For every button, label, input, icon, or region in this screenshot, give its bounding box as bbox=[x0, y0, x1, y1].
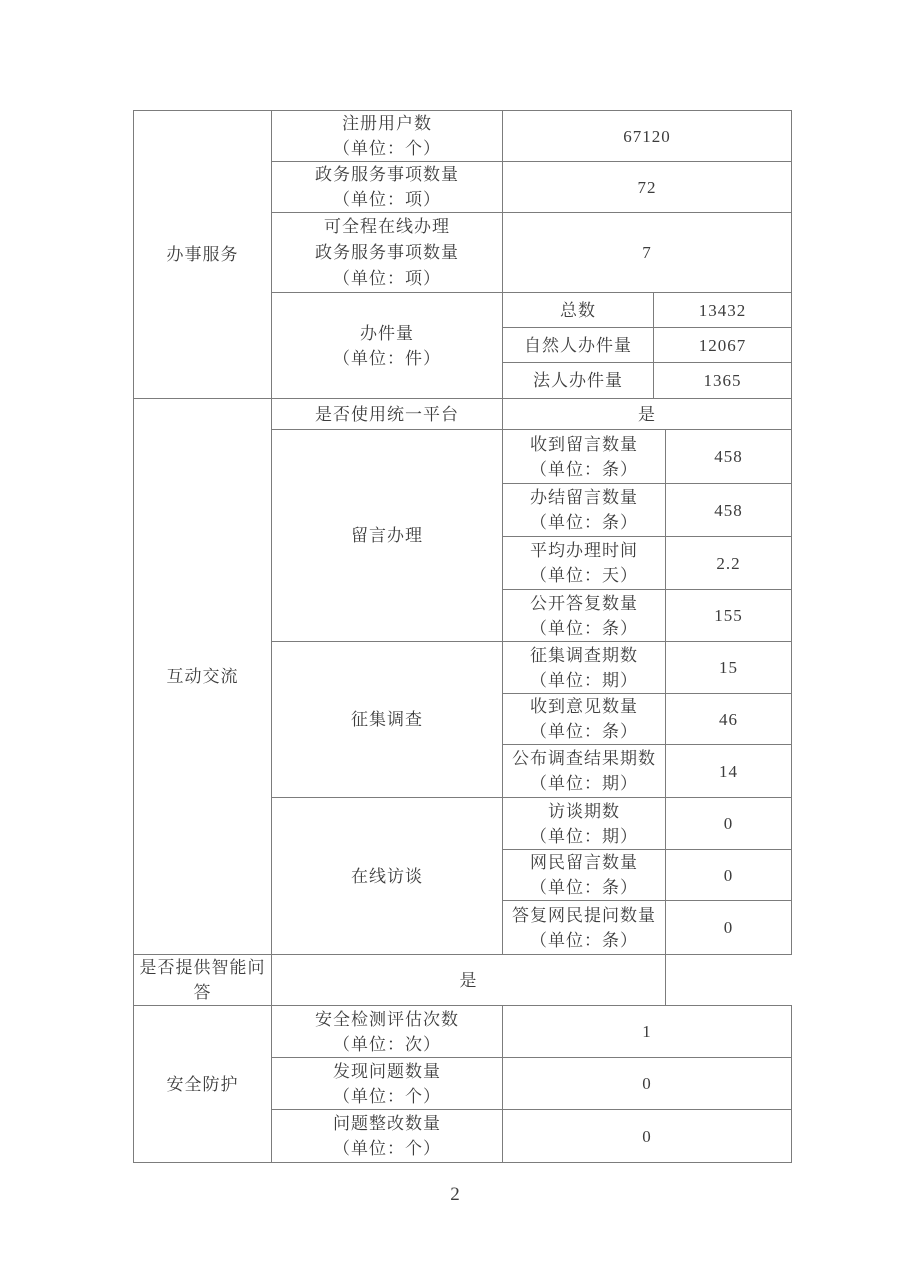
messages-completed-label: 办结留言数量 bbox=[530, 488, 638, 507]
problems-fixed-value: 0 bbox=[503, 1110, 792, 1163]
problems-found-label-cell bbox=[272, 1058, 503, 1110]
gov-service-items-label: 政务服务事项数量 bbox=[315, 165, 459, 184]
problems-found-label: 发现问题数量 bbox=[333, 1061, 441, 1081]
online-interview-label: 在线访谈 bbox=[272, 798, 503, 955]
public-replies-label-cell bbox=[503, 590, 666, 642]
avg-handling-time-value: 2.2 bbox=[666, 537, 792, 590]
avg-handling-time-unit: （单位：天） bbox=[530, 566, 638, 585]
problems-fixed-label: 问题整改数量 bbox=[333, 1114, 441, 1133]
opinions-received-label: 收到意见数量 bbox=[530, 697, 638, 716]
netizen-replies-unit: （单位：条） bbox=[530, 930, 638, 950]
avg-handling-time-label: 平均办理时间 bbox=[530, 541, 638, 560]
messages-received-label-cell bbox=[503, 430, 666, 484]
netizen-messages-label: 网民留言数量 bbox=[530, 853, 638, 872]
survey-periods-label: 征集调查期数 bbox=[530, 645, 638, 665]
problems-fixed-label-cell bbox=[272, 1110, 503, 1163]
survey-results-value: 14 bbox=[666, 745, 792, 798]
registered-users-label-cell bbox=[272, 111, 503, 162]
case-volume-label: 办件量 bbox=[360, 323, 414, 343]
survey-periods-unit: （单位：期） bbox=[530, 670, 638, 690]
netizen-replies-label: 答复网民提问数量 bbox=[512, 905, 656, 925]
avg-handling-time-label-cell bbox=[503, 537, 666, 590]
gov-service-items-label-cell bbox=[272, 162, 503, 213]
security-checks-value: 1 bbox=[503, 1006, 792, 1058]
security-checks-unit: （单位：次） bbox=[333, 1034, 441, 1054]
opinions-received-value: 46 bbox=[666, 694, 792, 745]
problems-fixed-unit: （单位：个） bbox=[333, 1139, 441, 1158]
opinions-received-unit: （单位：条） bbox=[530, 722, 638, 741]
survey-periods-label-cell bbox=[503, 642, 666, 694]
messages-received-value: 458 bbox=[666, 430, 792, 484]
netizen-messages-unit: （单位：条） bbox=[530, 878, 638, 897]
messages-received-label: 收到留言数量 bbox=[530, 434, 638, 454]
category-service-label: 办事服务 bbox=[166, 245, 239, 264]
messages-completed-value: 458 bbox=[666, 484, 792, 537]
interview-periods-value: 0 bbox=[666, 798, 792, 850]
online-items-value: 7 bbox=[503, 213, 792, 293]
interview-periods-label-cell bbox=[503, 798, 666, 850]
security-checks-label: 安全检测评估次数 bbox=[315, 1009, 459, 1029]
gov-service-items-value: 72 bbox=[503, 162, 792, 213]
case-total-value: 13432 bbox=[654, 293, 792, 328]
page-number: 2 bbox=[450, 1184, 460, 1205]
category-service bbox=[134, 111, 272, 399]
unified-platform-label: 是否使用统一平台 bbox=[272, 399, 503, 430]
messages-received-unit: （单位：条） bbox=[530, 459, 638, 479]
online-items-unit: （单位：项） bbox=[333, 268, 441, 288]
opinions-received-label-cell bbox=[503, 694, 666, 745]
category-interaction bbox=[134, 399, 272, 955]
security-checks-label-cell bbox=[272, 1006, 503, 1058]
case-volume-label-cell bbox=[272, 293, 503, 399]
online-items-label-line2: 政务服务事项数量 bbox=[315, 242, 459, 262]
messages-completed-label-cell bbox=[503, 484, 666, 537]
case-legal-label: 法人办件量 bbox=[503, 363, 654, 399]
annual-report-table bbox=[133, 110, 792, 1163]
public-replies-unit: （单位：条） bbox=[530, 618, 638, 638]
case-volume-unit: （单位：件） bbox=[333, 348, 441, 368]
problems-found-unit: （单位：个） bbox=[333, 1086, 441, 1106]
case-natural-value: 12067 bbox=[654, 328, 792, 363]
category-security-label: 安全防护 bbox=[166, 1074, 239, 1094]
registered-users-label: 注册用户数 bbox=[342, 114, 432, 133]
case-legal-value: 1365 bbox=[654, 363, 792, 399]
category-security bbox=[134, 1006, 272, 1163]
gov-service-items-unit: （单位：项） bbox=[333, 190, 441, 209]
netizen-messages-label-cell bbox=[503, 850, 666, 901]
case-natural-label: 自然人办件量 bbox=[503, 328, 654, 363]
problems-found-value: 0 bbox=[503, 1058, 792, 1110]
public-replies-label: 公开答复数量 bbox=[530, 593, 638, 613]
case-total-label: 总数 bbox=[503, 293, 654, 328]
interview-periods-label: 访谈期数 bbox=[548, 801, 620, 821]
messages-completed-unit: （单位：条） bbox=[530, 513, 638, 532]
netizen-replies-label-cell bbox=[503, 901, 666, 955]
message-handling-label: 留言办理 bbox=[272, 430, 503, 642]
survey-periods-value: 15 bbox=[666, 642, 792, 694]
public-replies-value: 155 bbox=[666, 590, 792, 642]
category-interaction-label: 互动交流 bbox=[166, 667, 239, 686]
survey-label: 征集调查 bbox=[272, 642, 503, 798]
registered-users-value: 67120 bbox=[503, 111, 792, 162]
unified-platform-value: 是 bbox=[503, 399, 792, 430]
smart-qa-value: 是 bbox=[272, 955, 666, 1006]
online-items-label-cell bbox=[272, 213, 503, 293]
smart-qa-label: 是否提供智能问答 bbox=[134, 955, 272, 1006]
online-items-label-line1: 可全程在线办理 bbox=[324, 216, 450, 236]
netizen-replies-value: 0 bbox=[666, 901, 792, 955]
survey-results-label-cell bbox=[503, 745, 666, 798]
netizen-messages-value: 0 bbox=[666, 850, 792, 901]
registered-users-unit: （单位：个） bbox=[333, 139, 441, 158]
survey-results-unit: （单位：期） bbox=[530, 774, 638, 793]
interview-periods-unit: （单位：期） bbox=[530, 826, 638, 846]
survey-results-label: 公布调查结果期数 bbox=[512, 749, 656, 768]
